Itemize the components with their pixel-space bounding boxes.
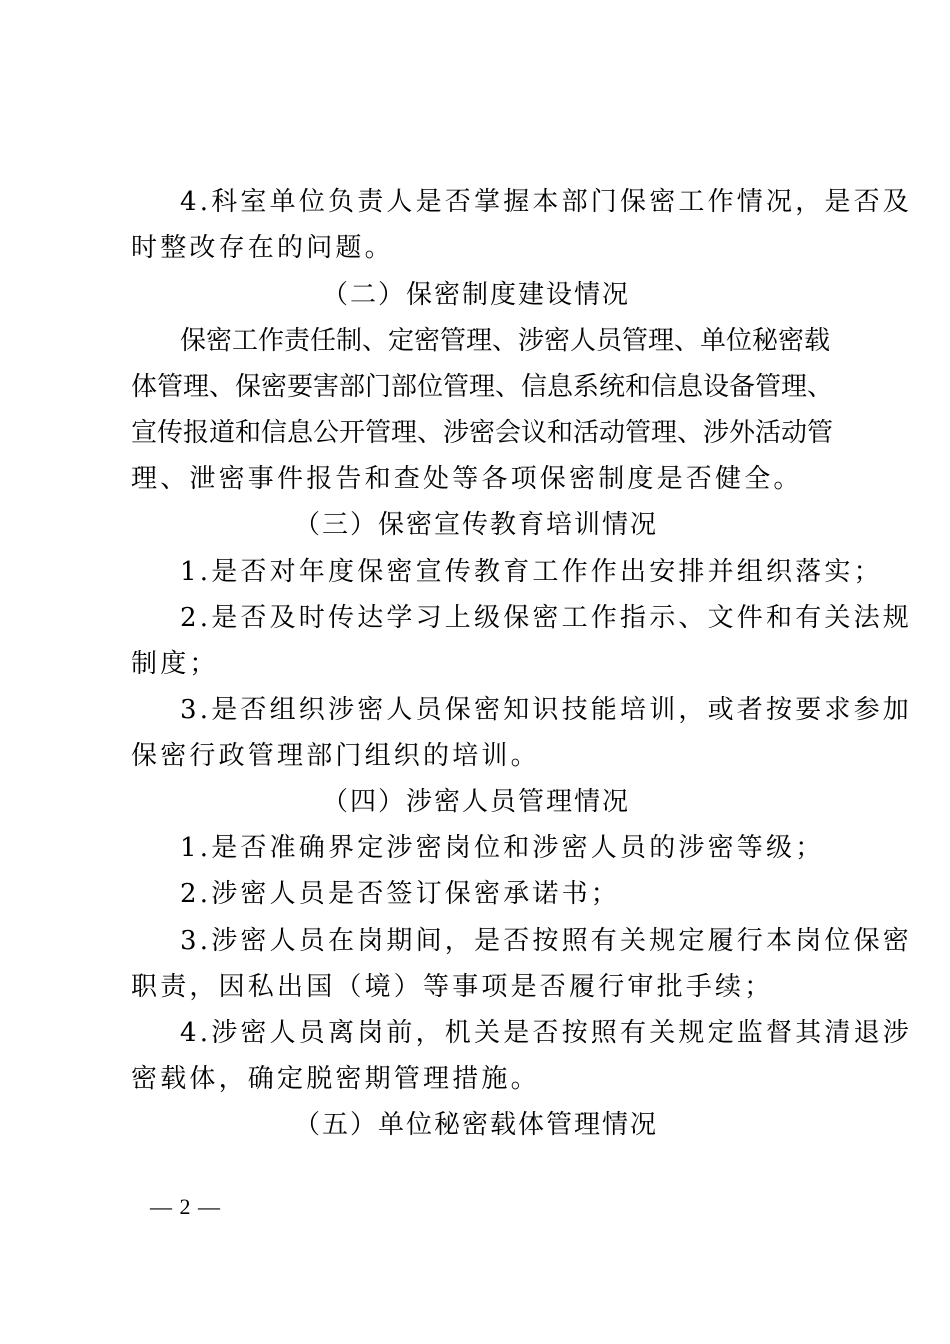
- paragraph-line: 宣传报道和信息公开管理、涉密会议和活动管理、涉外活动管: [131, 418, 834, 448]
- paragraph-line: 2.涉密人员是否签订保密承诺书；: [180, 879, 621, 909]
- section-heading: （五）单位秘密载体管理情况: [293, 1110, 658, 1140]
- section-heading: （二）保密制度建设情况: [321, 280, 630, 310]
- section-heading: （三）保密宣传教育培训情况: [293, 510, 658, 540]
- paragraph-line: 2.是否及时传达学习上级保密工作指示、文件和有关法规: [180, 603, 913, 633]
- paragraph-line: 4.涉密人员离岗前，机关是否按照有关规定监督其清退涉: [180, 1018, 913, 1048]
- paragraph-line: 3.是否组织涉密人员保密知识技能培训，或者按要求参加: [180, 695, 913, 725]
- paragraph-line: 1.是否对年度保密宣传教育工作作出安排并组织落实；: [180, 557, 883, 587]
- paragraph-line: 1.是否准确界定涉密岗位和涉密人员的涉密等级；: [180, 833, 825, 863]
- paragraph-line: 保密工作责任制、定密管理、涉密人员管理、单位秘密载: [180, 326, 831, 356]
- page-number: — 2 —: [150, 1194, 221, 1219]
- paragraph-line: 时整改存在的问题。: [131, 233, 394, 263]
- paragraph-line: 职责，因私出国（境）等事项是否履行审批手续；: [131, 972, 774, 1002]
- paragraph-line: 体管理、保密要害部门部位管理、信息系统和信息设备管理、: [131, 372, 834, 402]
- paragraph-line: 理、泄密事件报告和查处等各项保密制度是否健全。: [131, 464, 803, 494]
- paragraph-line: 密载体，确定脱密期管理措施。: [131, 1064, 540, 1094]
- paragraph-line: 3.涉密人员在岗期间，是否按照有关规定履行本岗位保密: [180, 926, 913, 956]
- paragraph-line: 保密行政管理部门组织的培训。: [131, 741, 540, 771]
- paragraph-line: 制度；: [131, 649, 219, 679]
- paragraph-line: 4.科室单位负责人是否掌握本部门保密工作情况，是否及: [180, 187, 913, 217]
- section-heading: （四）涉密人员管理情况: [321, 787, 630, 817]
